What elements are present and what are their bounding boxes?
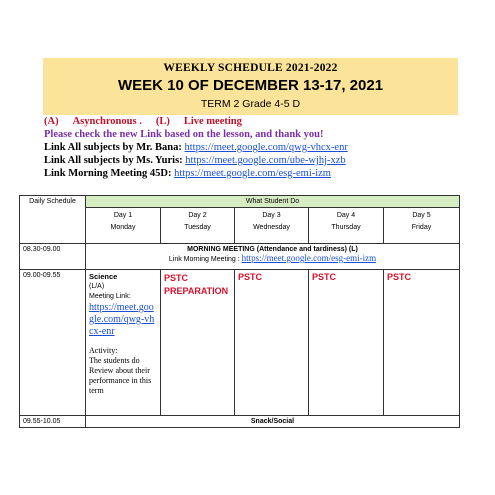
- subject-mode: (L/A): [89, 283, 105, 290]
- link-row-bana: [44, 142, 348, 153]
- day-2-cell: [161, 270, 235, 416]
- time-cell: 09.00-09.55: [20, 270, 86, 416]
- what-student-do-header: What Student Do: [86, 196, 460, 208]
- term-grade: TERM 2 Grade 4-5 D: [200, 98, 301, 110]
- activity-label: Activity:: [89, 346, 118, 355]
- morning-meeting-link-line: [89, 253, 456, 263]
- schedule-banner: [43, 58, 458, 115]
- day-4-header: Day 4 Thursday: [309, 208, 384, 244]
- morning-meeting-link[interactable]: https://meet.google.com/esg-emi-izm: [241, 253, 377, 263]
- day-5-cell: [384, 270, 460, 416]
- activity-text: The students do Review about their performance in this term: [89, 356, 152, 395]
- link-label-morning: Link Morning Meeting 45D:: [44, 168, 172, 179]
- legend-a: (A): [44, 116, 59, 127]
- link-bana[interactable]: https://meet.google.com/qwg-vhcx-enr: [184, 142, 348, 153]
- link-label-yuris: Link All subjects by Ms. Yuris:: [44, 155, 183, 166]
- link-yuris[interactable]: https://meet.google.com/ube-wjhj-xzb: [185, 155, 346, 166]
- schedule-title: WEEKLY SCHEDULE 2021-2022: [163, 62, 338, 74]
- day-1-header: Day 1 Monday: [86, 208, 161, 244]
- table-row: [20, 416, 460, 428]
- days-row: [20, 208, 460, 244]
- subject-name: Science: [89, 272, 118, 281]
- table-row: [20, 270, 460, 416]
- morning-meeting-cell: [86, 244, 460, 270]
- week-title: WEEK 10 OF DECEMBER 13-17, 2021: [117, 77, 384, 94]
- day-3-cell: [235, 270, 309, 416]
- legend-async: Asynchronous .: [72, 116, 142, 127]
- day-2-header: Day 2 Tuesday: [161, 208, 235, 244]
- time-cell: 08.30-09.00: [20, 244, 86, 270]
- pstc-label: PSTC: [312, 272, 337, 282]
- morning-meeting-link-label: Link Morning Meeting :: [168, 256, 242, 263]
- pstc-preparation: PSTC PREPARATION: [164, 273, 229, 296]
- pstc-label: PSTC: [238, 272, 263, 282]
- day-5-header: Day 5 Friday: [384, 208, 460, 244]
- legend-live: Live meeting: [183, 116, 242, 127]
- pstc-label: PSTC: [387, 272, 412, 282]
- day-4-cell: [309, 270, 384, 416]
- link-notice: Please check the new Link based on the lesson, and thank you!: [44, 129, 324, 140]
- meeting-link-label: Meeting Link:: [89, 293, 131, 300]
- table-row: [20, 244, 460, 270]
- time-cell: 09.55-10.05: [20, 416, 86, 428]
- schedule-table: [19, 195, 460, 428]
- morning-meeting-title: MORNING MEETING (Attendance and tardiness) (L): [187, 246, 358, 253]
- mode-legend: [44, 116, 256, 127]
- link-morning[interactable]: https://meet.google.com/esg-emi-izm: [174, 168, 331, 179]
- science-meeting-link[interactable]: https://meet.google.com/qwg-vhcx-enr: [89, 302, 155, 337]
- day-3-header: Day 3 Wednesday: [235, 208, 309, 244]
- table-header-row: [20, 196, 460, 208]
- daily-schedule-header: Daily Schedule: [20, 196, 86, 244]
- link-row-yuris: [44, 155, 346, 166]
- science-cell: [86, 270, 161, 416]
- link-label-bana: Link All subjects by Mr. Bana:: [44, 142, 182, 153]
- legend-l: (L): [155, 116, 170, 127]
- snack-social-cell: Snack/Social: [86, 416, 460, 428]
- link-row-morning: [44, 168, 331, 179]
